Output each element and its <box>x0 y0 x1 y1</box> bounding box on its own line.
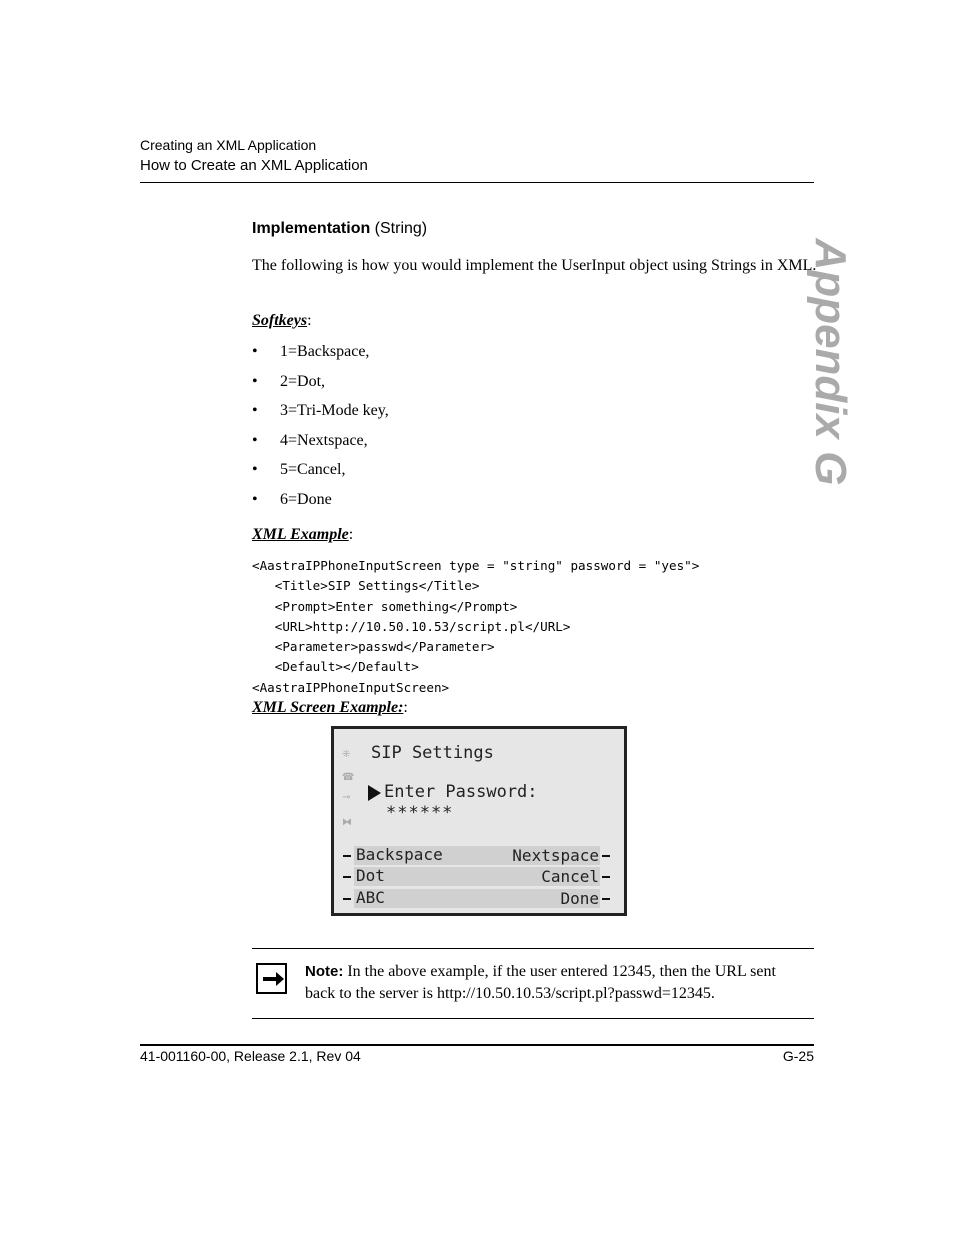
header-rule <box>140 182 814 183</box>
note-text <box>305 961 810 1005</box>
header-section: How to Create an XML Application <box>140 157 368 174</box>
softkey-dot[interactable]: Dot <box>356 866 385 885</box>
softkey-cancel[interactable]: Cancel <box>541 867 599 886</box>
softkey-abc[interactable]: ABC <box>356 888 385 907</box>
footer-doc-id: 41-001160-00, Release 2.1, Rev 04 <box>140 1048 361 1064</box>
softkey-row <box>334 846 624 865</box>
phone-screen <box>331 726 627 916</box>
list-item: • 6=Done <box>252 490 332 508</box>
phone-screen-prompt: Enter Password: <box>384 782 538 802</box>
softkeys-heading: Softkeys: <box>252 312 312 329</box>
implementation-heading-bold: Implementation <box>252 220 371 237</box>
screen-example-heading: XML Screen Example:: <box>252 699 408 716</box>
xml-example-heading: XML Example: <box>252 526 354 543</box>
xml-example-heading-text: XML Example <box>252 526 349 543</box>
password-input[interactable]: ****** <box>386 803 454 823</box>
note-rule-top <box>252 948 814 949</box>
handset-icon: ☎ <box>342 772 355 783</box>
phone-screen-title: SIP Settings <box>371 743 494 763</box>
line-icon: ⁜ <box>342 749 351 760</box>
softkeys-heading-text: Softkeys <box>252 312 308 329</box>
softkey-list <box>252 342 389 519</box>
softkey-nextspace[interactable]: Nextspace <box>512 846 599 865</box>
footer-page-number: G-25 <box>782 1048 814 1064</box>
screen-example-heading-text: XML Screen Example: <box>252 699 404 716</box>
implementation-heading-rest: (String) <box>370 220 428 237</box>
header-chapter: Creating an XML Application <box>140 137 317 153</box>
code-line: <Title>SIP Settings</Title> <box>252 578 480 594</box>
code-line: <URL>http://10.50.10.53/script.pl</URL> <box>252 618 571 634</box>
note-body: In the above example, if the user entered 12345, then the URL sent back to the server is http://10.50.10.53/script.pl?passwd=12345. <box>305 963 776 1002</box>
softkey-backspace[interactable]: Backspace <box>356 845 443 864</box>
appendix-side-tab <box>790 238 870 486</box>
code-line: <Default></Default> <box>252 659 419 675</box>
appendix-side-label: Appendix G <box>806 238 855 486</box>
footer-rule <box>140 1044 814 1046</box>
list-item: • 4=Nextspace, <box>252 431 368 449</box>
code-line: <AastraIPPhoneInputScreen> <box>252 679 450 695</box>
softkey-done[interactable]: Done <box>560 889 599 908</box>
code-line: <Parameter>passwd</Parameter> <box>252 639 495 655</box>
list-item: • 5=Cancel, <box>252 461 346 478</box>
implementation-heading <box>252 220 427 238</box>
key-icon: ⊸ <box>342 792 351 803</box>
list-item: • 1=Backspace, <box>252 343 370 360</box>
code-line: <Prompt>Enter something</Prompt> <box>252 598 518 614</box>
note-label: Note: <box>305 963 344 980</box>
list-item: • 3=Tri-Mode key, <box>252 402 389 419</box>
note-rule-bottom <box>252 1018 814 1019</box>
softkey-row <box>334 867 624 886</box>
list-item: • 2=Dot, <box>252 372 326 390</box>
prompt-arrow-icon <box>368 785 381 801</box>
speaker-icon: ⧓ <box>342 817 352 828</box>
xml-code-block <box>252 556 699 698</box>
softkey-row <box>334 889 624 908</box>
intro-paragraph: The following is how you would implement the UserInput object using Strings in XML. <box>252 257 817 274</box>
arrow-right-icon <box>256 963 287 994</box>
code-line: <AastraIPPhoneInputScreen type = "string" password = "yes"> <box>252 558 700 573</box>
